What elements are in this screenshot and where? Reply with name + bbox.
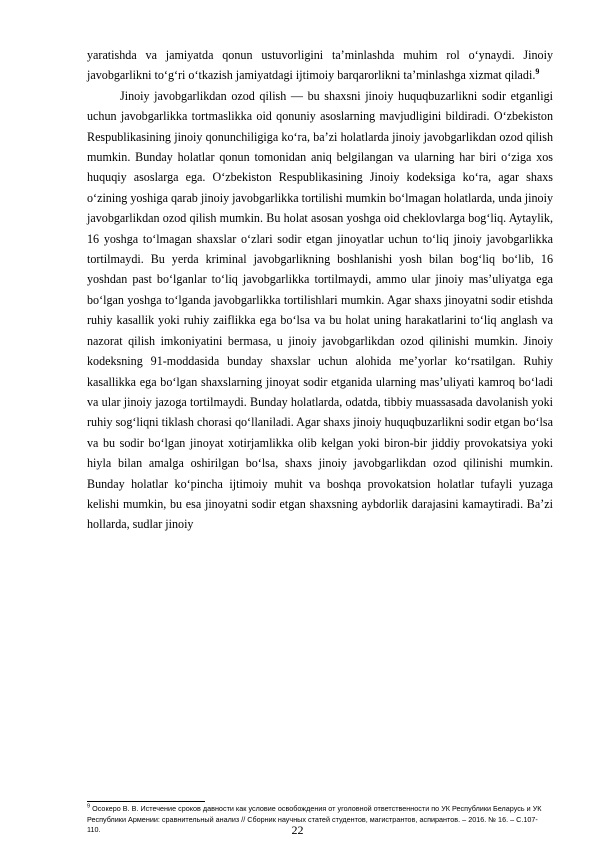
paragraph-2-text: Jinoiy javobgarlikdan ozod qilish — bu shaxsni jinoiy huquqbuzarlikni sodir etganligi uchun javobgarlikka tortmaslikka oid qonuniy asoslarning mavjudligini bildiradi. Oʻzbekiston Respublikasining jinoiy qonunchiligiga koʻra, baʼzi holatlarda jinoiy javobgarlikdan ozod qilish mumkin. Bunday holatlar qonun tomonidan aniq belgilangan va ularning har biri oʻziga xos huquqiy asoslarga ega. Oʻzbekiston Respublikasining Jinoiy kodeksiga koʻra, agar shaxs oʻzining yoshiga qarab jinoiy javobgarlikka tortilishi mumkin boʻlmagan holatlarda, unda jinoiy javobgarlikdan ozod qilish mumkin. Bu holat asosan yoshga oid cheklovlarga bogʻliq. Aytaylik, 16 yoshga toʻlmagan shaxslar oʻzlari sodir etgan jinoyatlar uchun toʻliq jinoiy javobgarlikka tortilmaydi. Bu yerda kriminal javobgarlikning boshlanishi yosh bilan bogʻliq boʻlib, 16 yoshdan past boʻlganlar toʻliq javobgarlikka tortilmaydi, ammo ular jinoiy masʼuliyatga ega boʻlgan yoshga toʻlganda javobgarlikka tortilishlari mumkin. Agar shaxs jinoyatni sodir etishda ruhiy kasallik yoki ruhiy zaiflikka ega boʻlsa va bu holat uning harakatlarini toʻliq anglash va nazorat qilish imkoniyatini bermasa, u jinoiy javobgarlikdan ozod qilinishi mumkin. Jinoiy kodeksning 91-moddasida bunday shaxslar uchun alohida meʼyorlar koʻrsatilgan. Ruhiy kasallikka ega boʻlgan shaxslarning jinoyat sodir etganida ularning masʼuliyati kamroq boʻladi va ular jinoiy jazoga tortilmaydi. Bunday holatlarda, odatda, tibbiy muassasada davolanish yoki ruhiy sogʻliqni tiklash chorasi qoʻllaniladi. Agar shaxs jinoiy huquqbuzarlikni sodir etgan boʻlsa va bu sodir boʻlgan jinoyat xotirjamlikka olib kelgan yoki biron-bir jiddiy provokatsiya yoki hiyla bilan amalga oshirilgan boʻlsa, shaxs jinoiy javobgarlikdan ozod qilinishi mumkin. Bunday holatlar koʻpincha ijtimoiy muhit va boshqa provokatsion holatlar tufayli yuzaga kelishi mumkin, bu esa jinoyatni sodir etgan shaxsning aybdorlik darajasini kamaytiradi. Baʼzi hollarda, sudlar jinoiy [87,88,553,532]
paragraph-1-text: yaratishda va jamiyatda qonun ustuvorligini taʼminlashda muhim rol oʻynaydi. Jinoiy javobgarlikni toʻgʻri oʻtkazish jamiyatdagi ijtimoiy barqarorlikni taʼminlashga xizmat qiladi. [87,48,553,83]
footnote-number: 9 [87,803,91,810]
footnote-text: Осокеро В. В. Истечение сроков давности как условие освобождения от уголовной ответственности по УК Республики Беларусь и УК Республики Армении: сравнительный анализ // Сборник научных статей студентов, магистрантов, аспирантов. – 2016. № 16. – С.107- 110. [87,804,542,834]
footnote-reference[interactable]: 9 [535,67,540,77]
paragraph-1 [87,45,553,86]
main-text [87,45,553,535]
paragraph-2 [87,86,553,535]
page-number: 22 [291,823,304,837]
footnote-divider [87,801,205,802]
